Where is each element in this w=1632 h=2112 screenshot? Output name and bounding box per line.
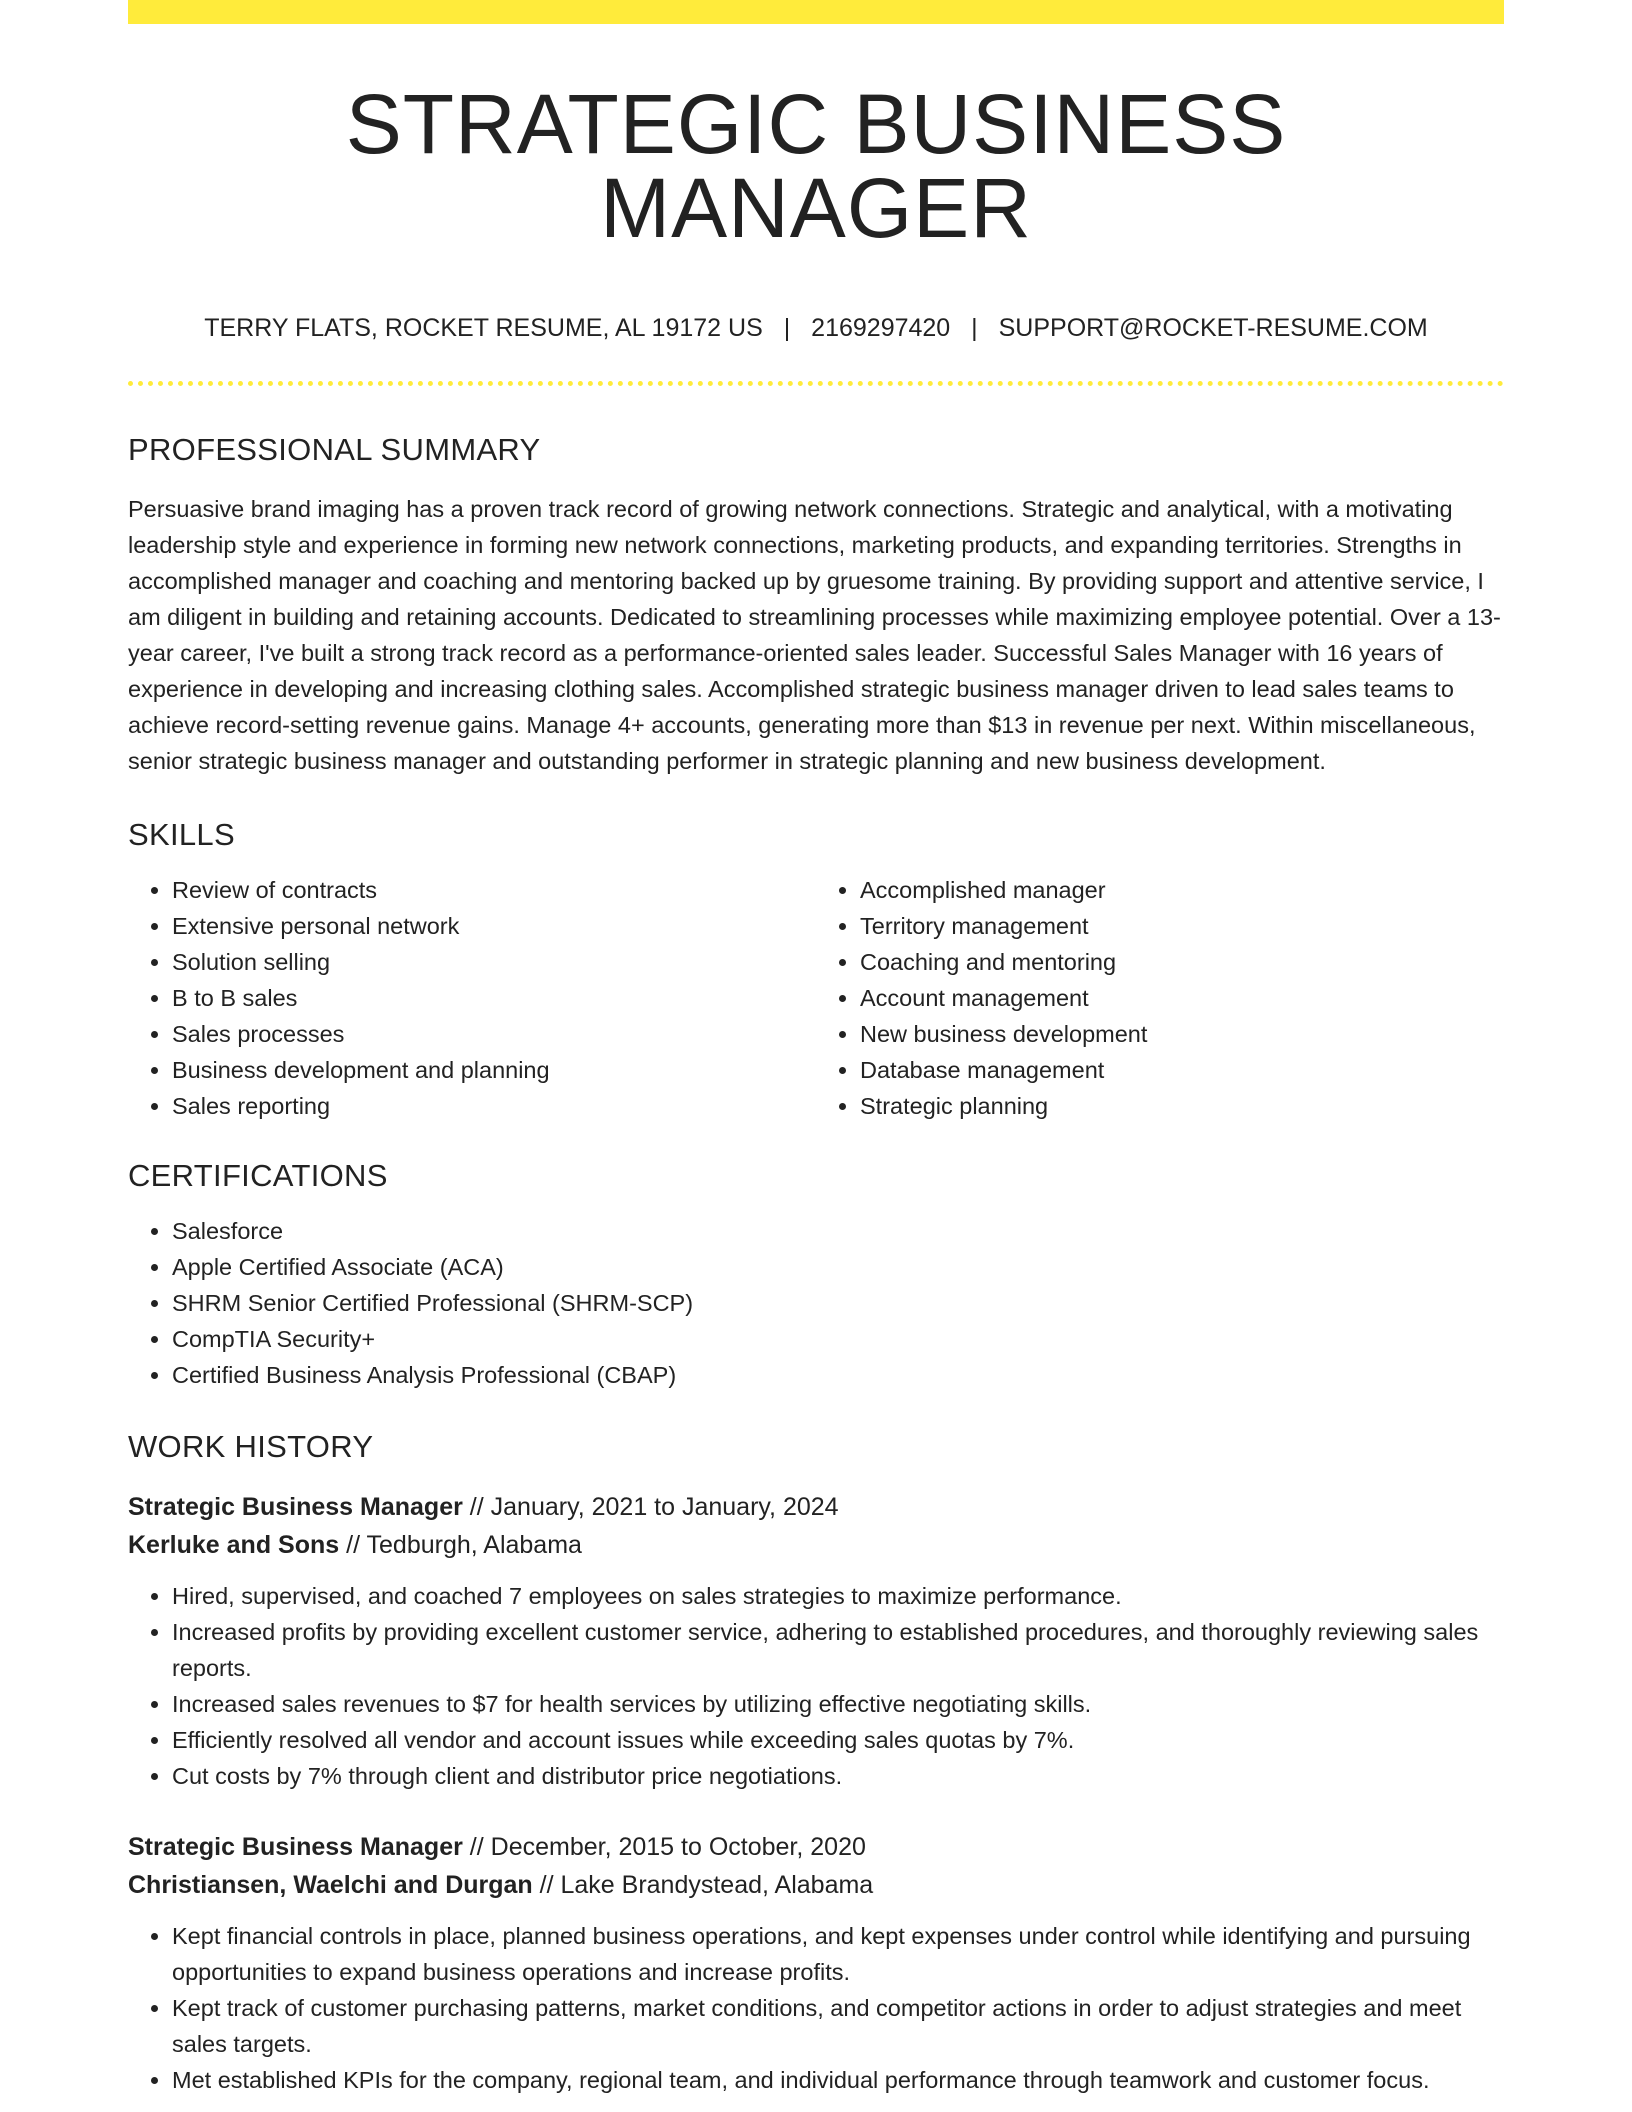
- job-location: // Tedburgh, Alabama: [346, 1531, 582, 1559]
- work-history-heading: WORK HISTORY: [128, 1429, 374, 1464]
- job-bullets: [128, 1578, 1504, 1794]
- certification-item: • Apple Certified Associate (ACA): [172, 1249, 1504, 1285]
- job-company-line: [128, 1526, 1504, 1564]
- job-bullet: • Kept financial controls in place, planned business operations, and kept expenses under control while identifying and pursuing opportunities to expand business operations and increase profits.: [172, 1918, 1504, 1990]
- job-company-line: [128, 1866, 1504, 1904]
- job-title-line: [128, 1828, 1504, 1866]
- job-bullets: [128, 1918, 1504, 2098]
- job-title: Strategic Business Manager: [128, 1833, 463, 1861]
- skill-item: • Extensive personal network: [172, 908, 816, 944]
- skill-item: • Coaching and mentoring: [860, 944, 1504, 980]
- certification-item: • CompTIA Security+: [172, 1321, 1504, 1357]
- resume-page: [128, 0, 1504, 2098]
- dotted-divider: [128, 381, 1504, 386]
- job-bullet: • Kept track of customer purchasing patterns, market conditions, and competitor actions in order to adjust strategies and meet sales targets.: [172, 1990, 1504, 2062]
- contact-separator: |: [783, 314, 791, 342]
- job-bullet: • Increased profits by providing excellent customer service, adhering to established procedures, and thoroughly reviewing sales reports.: [172, 1614, 1504, 1686]
- job-dates: // January, 2021 to January, 2024: [469, 1493, 839, 1521]
- job-bullet: • Cut costs by 7% through client and distributor price negotiations.: [172, 1758, 1504, 1794]
- job-bullet: • Efficiently resolved all vendor and account issues while exceeding sales quotas by 7%.: [172, 1722, 1504, 1758]
- contact-address: TERRY FLATS, ROCKET RESUME, AL 19172 US: [204, 314, 763, 342]
- skill-item: • New business development: [860, 1016, 1504, 1052]
- skill-item: • Database management: [860, 1052, 1504, 1088]
- skills-left-list: [128, 872, 816, 1124]
- skills-heading: SKILLS: [128, 817, 235, 852]
- skill-item: • Territory management: [860, 908, 1504, 944]
- skill-item: • Sales reporting: [172, 1088, 816, 1124]
- resume-title: STRATEGIC BUSINESS MANAGER: [345, 77, 1287, 255]
- job-entry: [128, 1828, 1504, 2098]
- certification-item: • Salesforce: [172, 1213, 1504, 1249]
- job-dates: // December, 2015 to October, 2020: [469, 1833, 866, 1861]
- job-company: Christiansen, Waelchi and Durgan: [128, 1871, 533, 1899]
- job-company: Kerluke and Sons: [128, 1531, 340, 1559]
- contact-separator: |: [971, 314, 978, 342]
- skill-item: • Business development and planning: [172, 1052, 816, 1088]
- skill-item: • Review of contracts: [172, 872, 816, 908]
- certification-item: • Certified Business Analysis Professional (CBAP): [172, 1357, 1504, 1393]
- contact-line: [128, 316, 1504, 341]
- skill-item: • Solution selling: [172, 944, 816, 980]
- skills-columns: [128, 872, 1504, 1124]
- skills-right-list: [816, 872, 1504, 1124]
- job-title: Strategic Business Manager: [128, 1493, 463, 1521]
- job-location: // Lake Brandystead, Alabama: [539, 1871, 874, 1899]
- accent-bar: [128, 0, 1504, 24]
- job-entry: [128, 1488, 1504, 1794]
- job-bullet: • Met established KPIs for the company, regional team, and individual performance through teamwork and customer focus.: [172, 2062, 1504, 2098]
- skill-item: • Account management: [860, 980, 1504, 1016]
- skill-item: • B to B sales: [172, 980, 816, 1016]
- contact-email: SUPPORT@ROCKET-RESUME.COM: [998, 314, 1428, 342]
- job-bullet: • Increased sales revenues to $7 for health services by utilizing effective negotiating skills.: [172, 1686, 1504, 1722]
- skill-item: • Strategic planning: [860, 1088, 1504, 1124]
- skill-item: • Sales processes: [172, 1016, 816, 1052]
- summary-heading: PROFESSIONAL SUMMARY: [128, 432, 541, 467]
- job-title-line: [128, 1488, 1504, 1526]
- summary-text: Persuasive brand imaging has a proven track record of growing network connections. Strategic and analytical, with a motivating leadership style and experience in forming new network connections, marketing products, and expanding territories. Strengths in accomplished manager and coaching and mentoring backed up by gruesome training. By providing support and attentive service, I am diligent in building and retaining accounts. Dedicated to streamlining processes while maximizing employee potential. Over a 13-year career, I've built a strong track record as a performance-oriented sales leader. Successful Sales Manager with 16 years of experience in developing and increasing clothing sales. Accomplished strategic business manager driven to lead sales teams to achieve record-setting revenue gains. Manage 4+ accounts, generating more than $13 in revenue per next. Within miscellaneous, senior strategic business manager and outstanding performer in strategic planning and new business development.: [128, 496, 1501, 774]
- certifications-list: [128, 1213, 1504, 1393]
- job-bullet: • Hired, supervised, and coached 7 employees on sales strategies to maximize performance.: [172, 1578, 1504, 1614]
- contact-phone: 2169297420: [811, 314, 951, 342]
- certification-item: • SHRM Senior Certified Professional (SHRM-SCP): [172, 1285, 1504, 1321]
- skill-item: • Accomplished manager: [860, 872, 1504, 908]
- certifications-heading: CERTIFICATIONS: [128, 1158, 388, 1193]
